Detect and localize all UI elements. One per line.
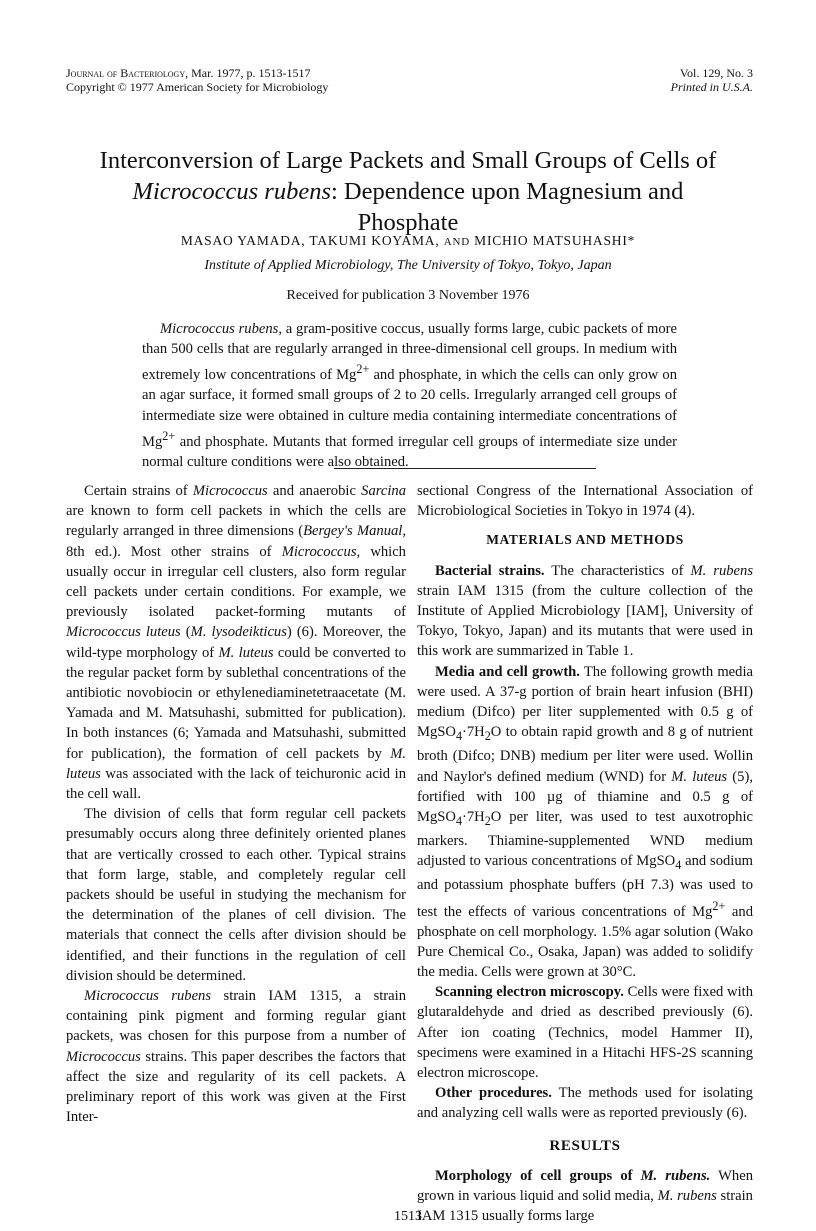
running-header-right xyxy=(671,66,753,94)
left-column xyxy=(66,481,406,1128)
results-heading: RESULTS xyxy=(549,1137,621,1154)
italic-text: M. rubens xyxy=(657,1188,717,1205)
italic-text: Sarcina xyxy=(361,483,406,499)
title-species: Micrococcus rubens xyxy=(132,178,331,205)
section-divider xyxy=(334,468,596,469)
text: was associated with the lack of teichuronic acid in the cell wall. xyxy=(66,765,406,803)
authors-first: MASAO YAMADA, TAKUMI KOYAMA, xyxy=(180,233,440,248)
text: The characteristics of xyxy=(544,562,691,579)
italic-text: Micrococcus xyxy=(192,483,268,499)
text: O per liter, was used to test auxotrophic markers. Thiamine-supplemented WND medium adjusted to various concentrations of MgSO xyxy=(417,808,753,870)
run-in-heading: Morphology of cell groups of xyxy=(435,1167,641,1184)
article-title xyxy=(40,145,776,238)
text: and anaerobic xyxy=(267,483,362,499)
text: , 8th ed.). Most other strains of xyxy=(66,523,406,560)
running-header-left xyxy=(66,66,328,94)
run-in-heading: Bacterial strains. xyxy=(435,562,545,579)
text: Certain strains of xyxy=(84,483,193,499)
subscript: 4 xyxy=(455,813,463,828)
text: The following growth media were used. A 37-g portion of brain heart infusion (BHI) medium (Difco) per liter supplemented with 0.5 g of MgSO xyxy=(417,663,753,741)
run-in-heading-italic: M. rubens. xyxy=(640,1167,711,1184)
right-column xyxy=(417,481,753,1226)
italic-text: Micrococcus xyxy=(66,1048,141,1065)
italic-text: M. luteus xyxy=(671,768,728,785)
sem-paragraph xyxy=(417,982,753,1083)
abstract xyxy=(142,319,677,472)
text: and phosphate on cell morphology. 1.5% agar solution (Wako Pure Chemical Co., Osaka, Japan) was added to solidify the media. Cells were grown at 30°C. xyxy=(417,903,753,981)
media-paragraph xyxy=(417,662,753,983)
run-in-heading: Media and cell growth. xyxy=(435,663,580,680)
bacterial-strains-paragraph xyxy=(417,561,753,662)
subscript: 4 xyxy=(455,729,463,744)
text: ·7H xyxy=(462,724,485,741)
page-number: 1513 xyxy=(394,1209,422,1224)
title-line-1: Interconversion of Large Packets and Small Groups of Cells of xyxy=(99,147,717,174)
italic-text: Micrococcus rubens xyxy=(84,988,212,1005)
italic-text: Micrococcus, xyxy=(281,543,361,560)
intro-paragraph-2: The division of cells that form regular cell packets presumably occurs along three definitely oriented planes that are vertically crossed to each other. Typical strains that form large, stable, and completely regular cell packets should be useful in studying the mechanism for the determination of the planes of cell division. The materials that connect the cells after division should be identified, and their functions in the regulation of cell division should be determined. xyxy=(66,806,406,984)
text: ·7H xyxy=(462,808,485,825)
text: (5), fortified with 100 µg of thiamine and 0.5 g of MgSO xyxy=(417,768,753,825)
title-line-2: : Dependence upon Magnesium and xyxy=(331,178,684,205)
title-line-3: Phosphate xyxy=(357,209,459,236)
italic-text: M. rubens xyxy=(690,562,753,579)
abstract-sup-1: 2+ xyxy=(356,362,370,377)
other-procedures-paragraph xyxy=(417,1083,753,1123)
printed-line: Printed in U.S.A. xyxy=(670,80,753,94)
abstract-text-3: and phosphate. Mutants that formed irregular cell groups of intermediate size under normal culture conditions were also obtained. xyxy=(142,433,677,470)
materials-heading: MATERIALS AND METHODS xyxy=(486,532,684,548)
text: strain IAM 1315 usually forms large xyxy=(417,1188,753,1225)
volume-line: Vol. 129, No. 3 xyxy=(679,66,753,80)
institution: Institute of Applied Microbiology, The University of Tokyo, Tokyo, Japan xyxy=(204,258,612,273)
italic-text: Micrococcus luteus xyxy=(66,624,181,641)
received-date: Received for publication 3 November 1976 xyxy=(286,288,530,303)
text: The methods used for isolating and analyzing cell walls were as reported previously (6). xyxy=(417,1085,753,1122)
text: ( xyxy=(180,624,191,641)
superscript: 2+ xyxy=(712,898,726,913)
text: ) (6). Moreover, the wild-type morphology of xyxy=(66,624,407,661)
issue-info: , Mar. 1977, p. 1513-1517 xyxy=(185,66,311,80)
author-list xyxy=(0,233,816,249)
abstract-species: Micrococcus rubens xyxy=(160,321,279,337)
text: strain IAM 1315 (from the culture collection of the Institute of Applied Microbiology [IAM], University of Tokyo, Tokyo, Japan) and its mutants that were used in this work are summarized in Table 1. xyxy=(417,582,753,660)
abstract-text-2: and phosphate, in which the cells can only grow on an agar surface, it formed small groups of 2 to 20 cells. Irregularly arranged cell groups of intermediate size were obtained in culture media containing intermediate concentrations of Mg xyxy=(142,367,678,450)
text: and sodium and potassium phosphate buffers (pH 7.3) was used to test the effects of various concentrations of Mg xyxy=(417,853,753,920)
text: strain IAM 1315, a strain containing pink pigment and forming regular giant packets, was chosen for this purpose from a number of xyxy=(66,988,406,1045)
italic-text: M. luteus xyxy=(218,644,274,661)
abstract-text-1: , a gram-positive coccus, usually forms large, cubic packets of more than 500 cells that are regularly arranged in three-dimensional cell groups. In medium with extremely low concentrations of Mg xyxy=(142,321,677,384)
italic-text: Bergey's Manual xyxy=(303,523,403,540)
italic-text: M. lysodeikticus xyxy=(190,624,287,641)
intro-paragraph-3 xyxy=(66,986,406,1127)
abstract-sup-2: 2+ xyxy=(162,428,176,443)
text: O to obtain rapid growth and 8 g of nutrient broth (Difco; DNB) medium per liter were used. Wollin and Naylor's defined medium (WND) for xyxy=(417,724,753,785)
subscript: 2 xyxy=(484,813,491,828)
run-in-heading: Other procedures. xyxy=(435,1085,552,1102)
continuation-paragraph: sectional Congress of the International Association of Microbiological Societies in Tokyo in 1974 (4). xyxy=(417,483,753,520)
text: Cells were fixed with glutaraldehyde and dried as described previously (6). After ion coating (Technics, model Hammer II), specimens were examined in a Hitachi HFS-2S scanning electron microscope. xyxy=(417,984,753,1082)
text: strains. This paper describes the factors that affect the size and regularity of its cell packets. A preliminary report of this work was given at the First Inter- xyxy=(66,1048,406,1126)
journal-name: Journal of Bacteriology xyxy=(66,66,186,80)
subscript: 4 xyxy=(675,858,682,873)
italic-text: M. luteus xyxy=(66,745,406,782)
text: which usually occur in irregular cell clusters, also form regular cell packets under certain conditions. For example, we previously isolated packet-forming mutants of xyxy=(66,543,406,621)
intro-paragraph-1 xyxy=(66,481,406,804)
copyright-line: Copyright © 1977 American Society for Microbiology xyxy=(66,80,329,94)
run-in-heading: Scanning electron microscopy. xyxy=(435,984,624,1001)
authors-and: AND xyxy=(443,236,470,248)
text: When grown in various liquid and solid media, xyxy=(417,1167,753,1205)
text: could be converted to the regular packet form by sublethal concentrations of the antibiotic novobiocin or ethylenediaminetetraacetate (M. Yamada and M. Matsuhashi, submitted for publication). In both instances (6; Yamada and Matsuhashi, submitted for publication), the formation of cell packets by xyxy=(66,644,406,762)
authors-last: MICHIO MATSUHASHI* xyxy=(474,233,636,248)
text: are known to form cell packets in which the cells are regularly arranged in three dimensions ( xyxy=(66,503,406,540)
subscript: 2 xyxy=(484,729,491,744)
